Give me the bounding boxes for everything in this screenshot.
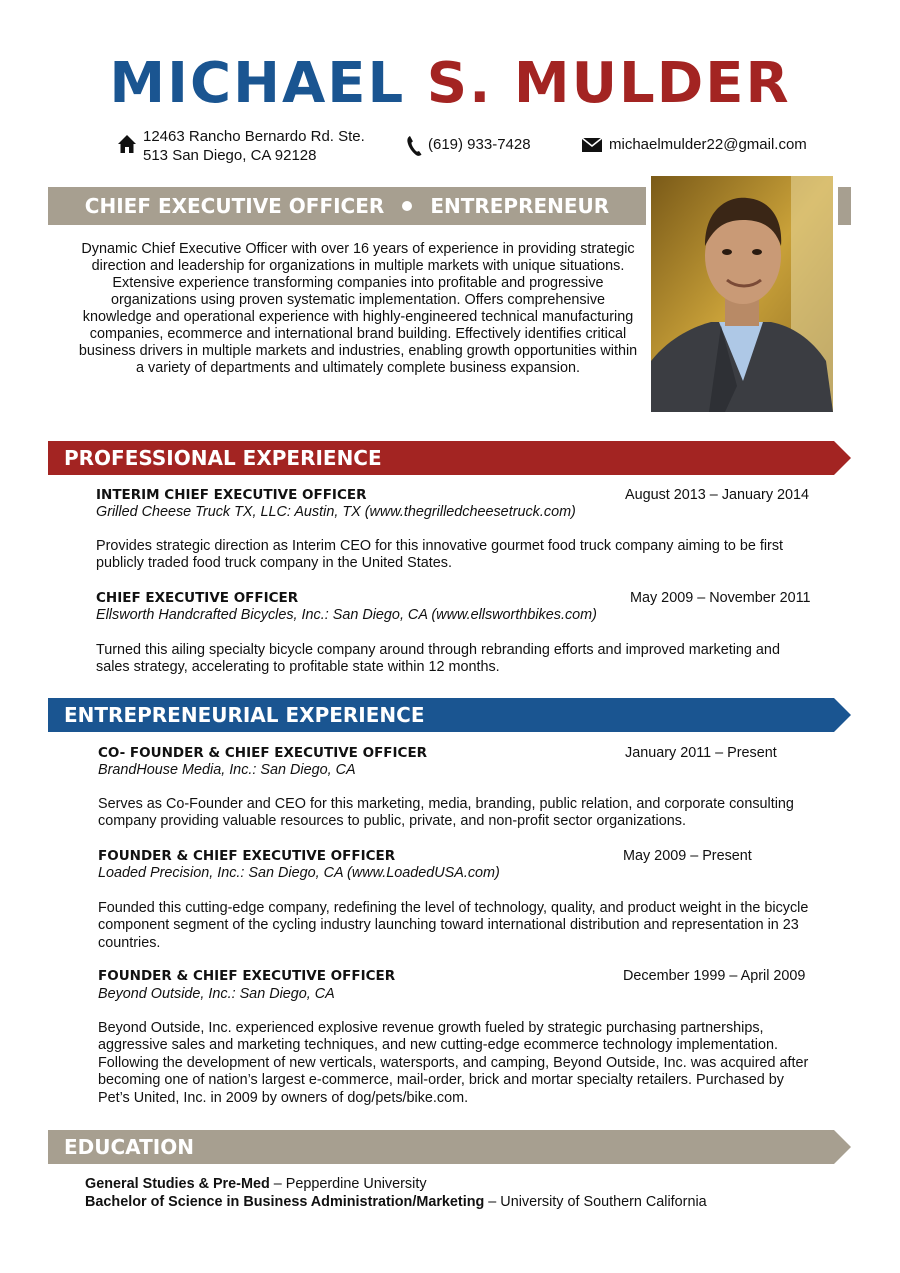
phone-number[interactable]: (619) 933-7428 [428,136,531,153]
job-title: CO- FOUNDER & CHIEF EXECUTIVE OFFICER [98,745,428,761]
email-address[interactable]: michaelmulder22@gmail.com [609,136,807,153]
job-dates: December 1999 – April 2009 [623,968,806,984]
education-header [48,1130,851,1164]
section-title: EDUCATION [64,1135,194,1159]
mail-icon [581,137,603,153]
address-line-2: 513 San Diego, CA 92128 [143,147,317,164]
job-company: BrandHouse Media, Inc.: San Diego, CA [98,762,356,778]
job-description: Provides strategic direction as Interim CEO for this innovative gourmet food truck company aiming to be first publicly traded food truck company in the United States. [96,538,784,572]
degree: General Studies & Pre-Med [85,1176,270,1192]
job-dates: August 2013 – January 2014 [625,487,810,503]
job-dates: January 2011 – Present [625,745,777,761]
job-description: Serves as Co-Founder and CEO for this marketing, media, branding, public relation, and corporate consulting company providing valuable resources to public, private, and non-profit sector organizations. [98,796,794,830]
school: – Pepperdine University [269,1176,427,1192]
job-title: FOUNDER & CHIEF EXECUTIVE OFFICER [98,848,396,864]
job-title: CHIEF EXECUTIVE OFFICER [96,590,299,606]
title-bar-end [838,187,851,225]
role-ceo: CHIEF EXECUTIVE OFFICER [84,194,385,218]
role-entrepreneur: ENTREPRENEUR [430,194,610,218]
job-company: Grilled Cheese Truck TX, LLC: Austin, TX (www.thegrilledcheesetruck.com) [96,504,576,520]
last-name: S. MULDER [426,51,791,116]
home-icon [117,134,137,154]
job-dates: May 2009 – Present [623,848,752,864]
phone-block [406,134,556,158]
degree: Bachelor of Science in Business Administration/Marketing [85,1194,485,1210]
first-name: MICHAEL [109,51,406,116]
email-block [581,134,821,158]
job-dates: May 2009 – November 2011 [630,590,811,606]
school: – University of Southern California [484,1194,707,1210]
job-title: FOUNDER & CHIEF EXECUTIVE OFFICER [98,968,396,984]
professional-experience-header [48,441,851,475]
job-company: Loaded Precision, Inc.: San Diego, CA (www.LoadedUSA.com) [98,865,500,881]
job-description: Founded this cutting-edge company, redefining the level of technology, quality, and product weight in the bicycle component segment of the cycling industry launching toward international distribution and representation in 23 countries. [98,900,809,951]
profile-photo [651,176,833,412]
section-title: ENTREPRENEURIAL EXPERIENCE [64,703,425,727]
job-description: Turned this ailing specialty bicycle company around through rebranding efforts and improved marketing and sales strategy, accelerating to profitable state within 12 months. [96,642,780,676]
job-company: Beyond Outside, Inc.: San Diego, CA [98,986,335,1002]
job-company: Ellsworth Handcrafted Bicycles, Inc.: San Diego, CA (www.ellsworthbikes.com) [96,607,597,623]
section-title: PROFESSIONAL EXPERIENCE [64,446,382,470]
education-item [85,1193,707,1211]
candidate-name [0,52,900,116]
job-title: INTERIM CHIEF EXECUTIVE OFFICER [96,487,367,503]
address-line-1: 12463 Rancho Bernardo Rd. Ste. [143,128,365,145]
phone-icon [406,135,424,157]
profile-summary: Dynamic Chief Executive Officer with over 16 years of experience in providing strategic direction and leadership for organizations in multiple markets with unique situations. Extensive experience transforming companies into profitable and progressive organizations using proven systematic implementation. Offers comprehensive knowledge and operational experience with highly-engineered technical manufacturing companies, ecommerce and international brand building. Effectively identifies critical business drivers in multiple markets and industries, enabling growth opportunities within a variety of departments and ultimately complete business expansion. [78,241,638,376]
title-bar [48,187,646,225]
address-block [117,128,397,168]
entrepreneurial-experience-header [48,698,851,732]
job-description: Beyond Outside, Inc. experienced explosive revenue growth fueled by strategic purchasing partnerships, aggressive sales and marketing techniques, and new cutting-edge ecommerce technology implementation. Following the development of new verticals, watersports, and camping, Beyond Outside, Inc. was acquired after becoming one of nation’s largest e-commerce, mail-order, brick and mortar specialty retailers. Purchased by Pet’s United, Inc. in 2009 by owners of dog/pets/bike.com. [98,1020,809,1106]
bullet-dot [402,201,412,211]
education-item [85,1175,427,1193]
